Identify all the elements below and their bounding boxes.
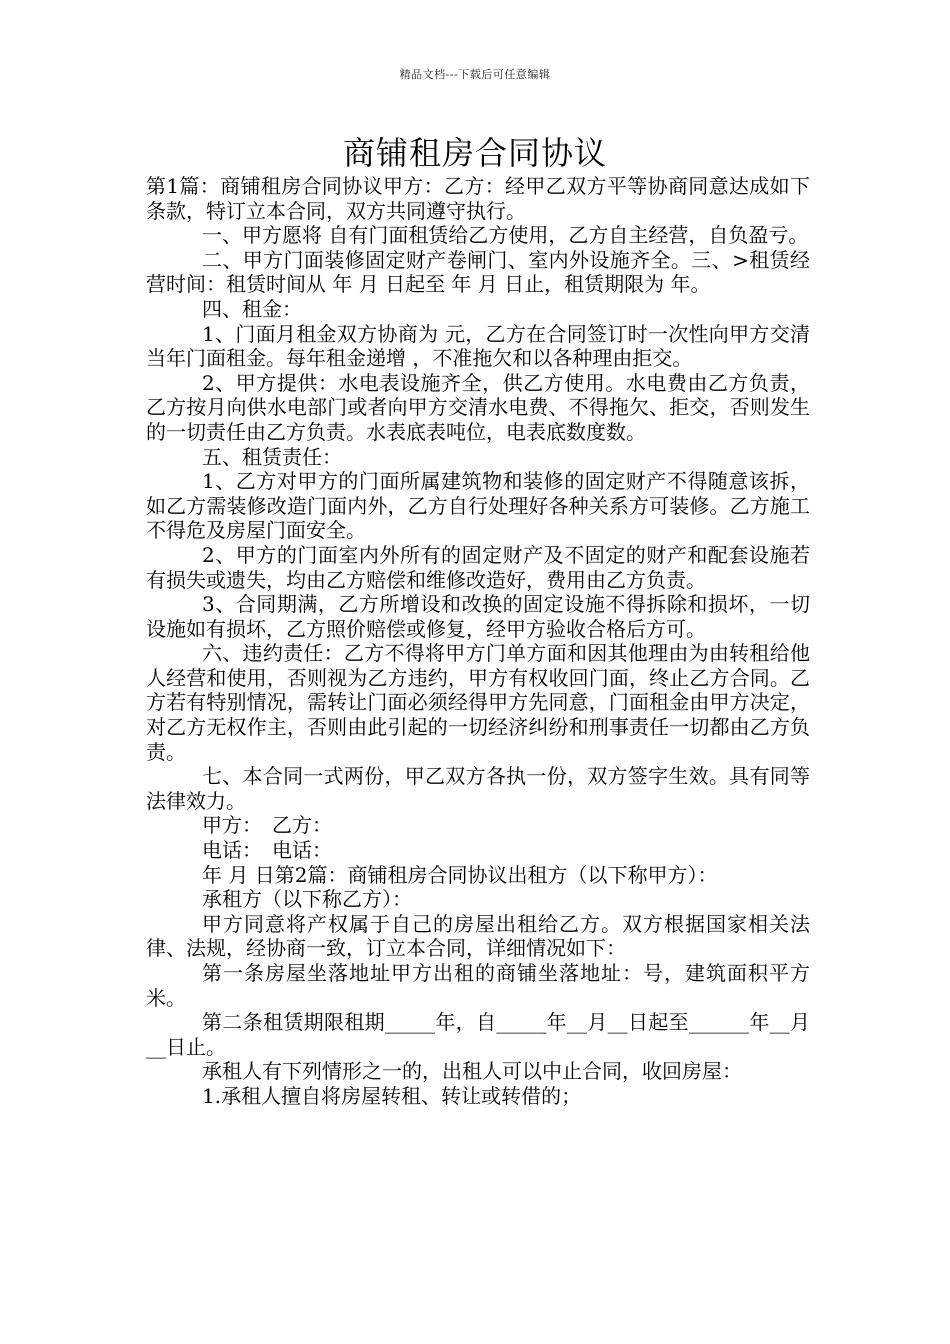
body-paragraph: 承租人有下列情形之一的，出租人可以中止合同，收回房屋：	[202, 1059, 742, 1084]
body-paragraph: 年 月 日第2篇：商铺租房合同协议出租方（以下称甲方）：	[202, 862, 718, 887]
body-paragraph: 第一条房屋坐落地址甲方出租的商铺坐落地址：号，建筑面积平方米。	[146, 961, 810, 1010]
body-paragraph: 第二条租赁期限租期_____年，自_____年__月__日起至______年__月__日止。	[146, 1010, 810, 1059]
body-paragraph: 四、租金：	[202, 296, 302, 321]
body-paragraph: 1、乙方对甲方的门面所属建筑物和装修的固定财产不得随意该拆，如乙方需装修改造门面内外，乙方自行处理好各种关系方可装修。乙方施工不得危及房屋门面安全。	[146, 469, 810, 543]
body-paragraph: 承租方（以下称乙方）：	[202, 887, 412, 912]
body-paragraph: 2、甲方提供：水电表设施齐全，供乙方使用。水电费由乙方负责，乙方按月向供水电部门或者向甲方交清水电费、不得拖欠、拒交，否则发生的一切责任由乙方负责。水表底表吨位，电表底数度数。	[146, 370, 810, 444]
body-paragraph: 六、违约责任：乙方不得将甲方门单方面和因其他理由为由转租给他人经营和使用，否则视为乙方违约，甲方有权收回门面，终止乙方合同。乙方若有特别情况，需转让门面必须经得甲方先同意，门面租金由甲方决定，对乙方无权作主，否则由此引起的一切经济纠纷和刑事责任一切都由乙方负责。	[146, 641, 810, 764]
body-paragraph: 电话： 电话：	[202, 838, 332, 863]
body-paragraph: 1、门面月租金双方协商为 元，乙方在合同签订时一次性向甲方交清当年门面租金。每年租金递增 ，不准拖欠和以各种理由拒交。	[146, 321, 810, 371]
document-body	[146, 174, 810, 1109]
body-paragraph: 五、租赁责任：	[202, 444, 342, 469]
body-paragraph: 一、甲方愿将 自有门面租赁给乙方使用，乙方自主经营，自负盈亏。	[202, 223, 809, 248]
body-paragraph: 甲方同意将产权属于自己的房屋出租给乙方。双方根据国家相关法律、法规，经协商一致，订立本合同，详细情况如下：	[146, 911, 810, 961]
body-paragraph: 3、合同期满，乙方所增设和改换的固定设施不得拆除和损坏，一切设施如有损坏，乙方照价赔偿或修复，经甲方验收合格后方可。	[146, 592, 810, 641]
body-paragraph: 二、甲方门面装修固定财产卷闸门、室内外设施齐全。三、>租赁经营时间：租赁时间从 年 月 日起至 年 月 日止，租赁期限为 年。	[146, 247, 810, 297]
body-paragraph: 甲方： 乙方：	[202, 813, 332, 838]
document-title: 商铺租房合同协议	[342, 134, 607, 172]
body-paragraph: 七、本合同一式两份，甲乙双方各执一份，双方签字生效。具有同等法律效力。	[146, 764, 810, 813]
body-paragraph: 2、甲方的门面室内外所有的固定财产及不固定的财产和配套设施若有损失或遗失，均由乙方赔偿和维修改造好，费用由乙方负责。	[146, 542, 810, 592]
body-paragraph: 第1篇：商铺租房合同协议甲方：乙方：经甲乙双方平等协商同意达成如下条款，特订立本合同，双方共同遵守执行。	[146, 174, 810, 223]
header-note: 精品文档---下载后可任意编辑	[399, 68, 551, 81]
body-paragraph: 1.承租人擅自将房屋转租、转让或转借的；	[202, 1083, 582, 1108]
